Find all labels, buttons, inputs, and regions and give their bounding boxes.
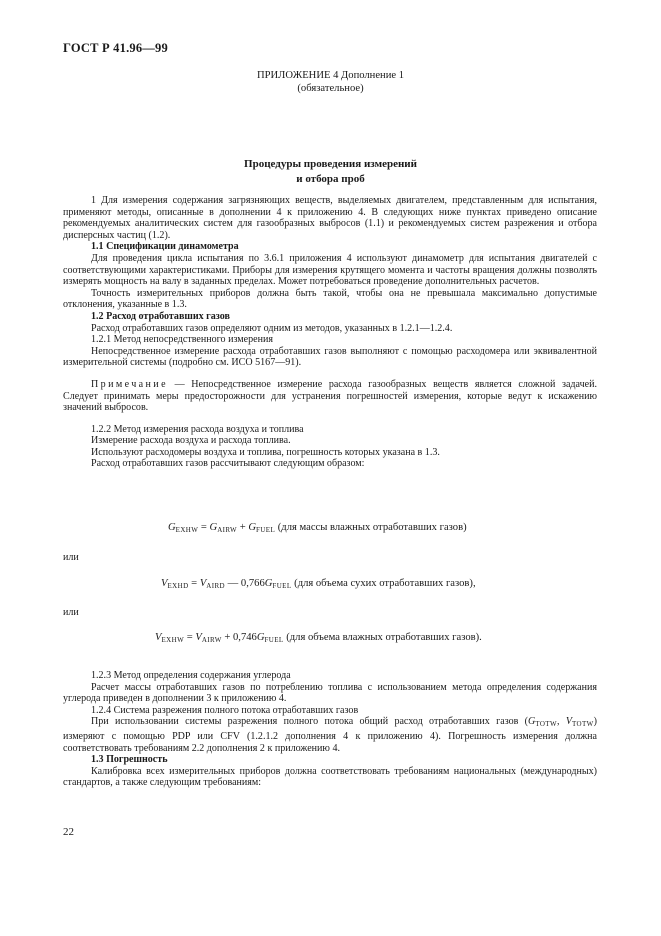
formula-gexhw: $G_{EXHW} = G_{AIRW} + G_{FUEL}$ (для массы влажных отработавших газов) bbox=[168, 522, 467, 534]
paragraph-1-1-accuracy: Точность измерительных приборов должна быть такой, чтобы она не превышала максимально допустимые отклонения, указанные в 1.3. bbox=[63, 287, 597, 311]
heading-1-3: 1.3 Погрешность bbox=[91, 754, 168, 766]
paragraph-1-2-4: При использовании системы разрежения полного потока общий расход отработавших газов ($G_{TOTW}$, $V_{TOTW}$) измеряют с помощью PDP или CFV (1.2.1.2 дополнения 4 к приложению 4). Погрешность измерения должна соответствовать требованиям 2.2 дополнения 2 к приложению 4. bbox=[63, 716, 597, 754]
paragraph-1-2-3: Расчет массы отработавших газов по потреблению топлива с использованием метода определения содержания углерода приведен в дополнении 3 к приложению 4. bbox=[63, 681, 597, 705]
note-label: Примечание bbox=[91, 378, 168, 390]
heading-1-2-4: 1.2.4 Система разрежения полного потока отработавших газов bbox=[91, 704, 359, 716]
heading-1-2-2: 1.2.2 Метод измерения расхода воздуха и топлива bbox=[91, 423, 304, 435]
or-word-2: или bbox=[63, 607, 79, 618]
heading-1-1: 1.1 Спецификации динамометра bbox=[91, 241, 239, 253]
standard-number: ГОСТ Р 41.96—99 bbox=[63, 41, 168, 55]
section-title-line1: Процедуры проведения измерений bbox=[244, 158, 417, 170]
appendix-title: ПРИЛОЖЕНИЕ 4 Дополнение 1 bbox=[256, 70, 405, 81]
note-paragraph bbox=[63, 379, 597, 414]
heading-1-2-3: 1.2.3 Метод определения содержания углерода bbox=[91, 670, 291, 681]
paragraph-1-2-2-a: Измерение расхода воздуха и расхода топлива. bbox=[91, 435, 291, 447]
section-title-line2: и отбора проб bbox=[296, 173, 365, 185]
body-upper bbox=[63, 195, 597, 470]
formula-vexhd: $V_{EXHD} = V_{AIRD}$ — $0,766G_{FUEL}$ (для объема сухих отработавших газов), bbox=[161, 578, 476, 590]
paragraph-1-2-2-b: Используют расходомеры воздуха и топлива, погрешность которых указана в 1.3. bbox=[91, 446, 440, 458]
body-lower bbox=[63, 670, 597, 789]
note-text: — Непосредственное измерение расхода газообразных веществ является сложной задачей. Следует принимать меры предосторожности для устранения погрешностей измерения, которые ведут к искажению значений выбросов. bbox=[63, 378, 597, 414]
paragraph-1-2-1: Непосредственное измерение расхода отработавших газов выполняют с помощью расходомера или эквивалентной измерительной системы (подробно см. ИСО 5167—91). bbox=[63, 345, 597, 369]
or-word-1: или bbox=[63, 552, 79, 563]
page-number: 22 bbox=[63, 826, 74, 838]
heading-1-2-1: 1.2.1 Метод непосредственного измерения bbox=[91, 334, 273, 346]
paragraph-1-3: Калибровка всех измерительных приборов должна соответствовать требованиям национальных (международных) стандартов, а также следующим требованиям: bbox=[63, 765, 597, 789]
paragraph-intro: 1 Для измерения содержания загрязняющих веществ, выделяемых двигателем, представленным для испытания, применяют методы, описанные в дополнении 4 к приложению 4. В следующих ниже пунктах приведено описание рекомендуемых аналитических систем для газообразных выбросов (1.1) и рекомендуемых систем разрежения и отбора дисперсных частиц (1.2). bbox=[63, 195, 597, 241]
formula-vexhw: $V_{EXHW} = V_{AIRW} + 0,746G_{FUEL}$ (для объема влажных отработавших газов). bbox=[155, 632, 482, 644]
paragraph-1-1: Для проведения цикла испытания по 3.6.1 приложения 4 используют динамометр для испытания двигателей с соответствующими характеристиками. Приборы для измерения крутящего момента и частоты вращения должны позволять измерять мощность на валу в заданных пределах. Может потребоваться проведение дополнительных расчетов. bbox=[63, 252, 597, 288]
appendix-status: (обязательное) bbox=[297, 83, 364, 94]
paragraph-1-2-2-c: Расход отработавших газов рассчитывают следующим образом: bbox=[91, 458, 365, 470]
paragraph-1-2: Расход отработавших газов определяют одним из методов, указанных в 1.2.1—1.2.4. bbox=[91, 322, 453, 334]
heading-1-2: 1.2 Расход отработавших газов bbox=[91, 310, 230, 322]
